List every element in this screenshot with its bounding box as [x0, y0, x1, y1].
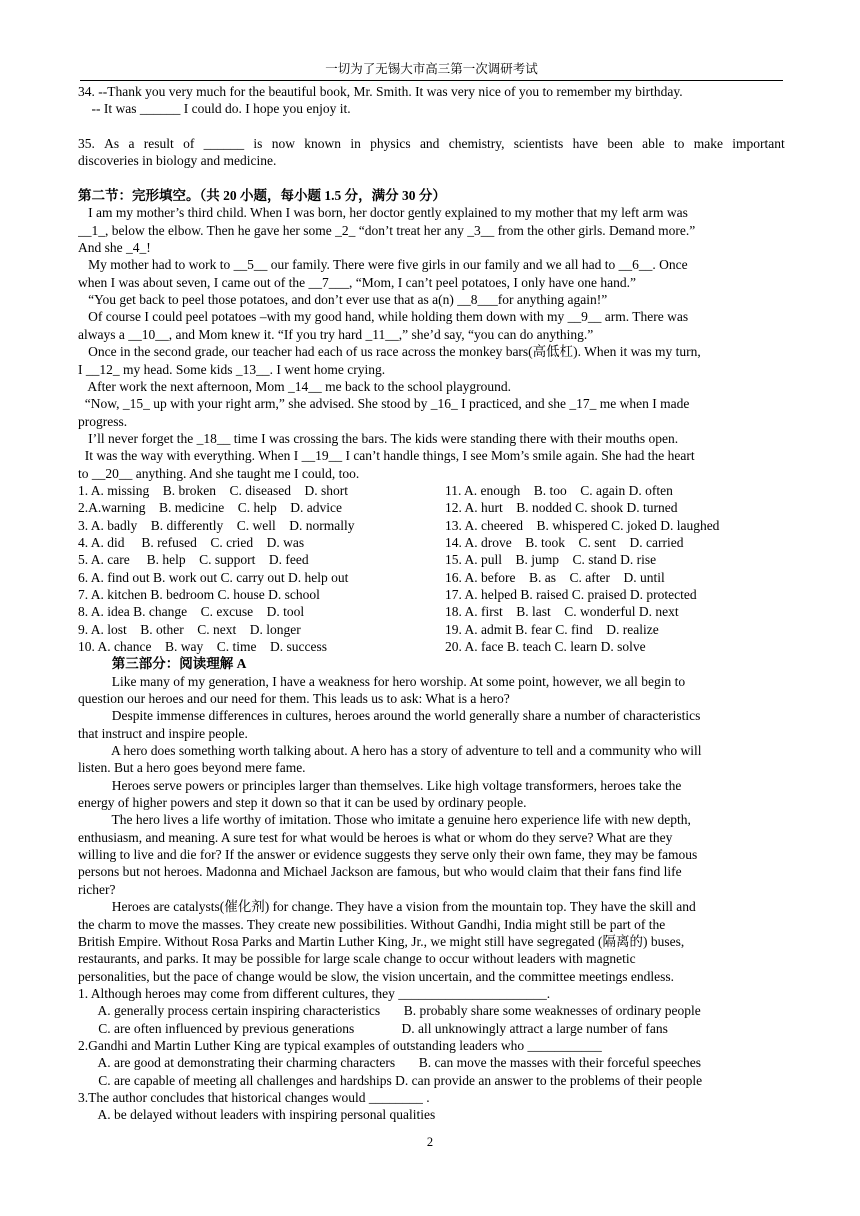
reading-line: A hero does something worth talking about. A hero has a story of adventure to tell and a community who will: [78, 743, 702, 759]
reading-questions: [78, 985, 785, 1124]
reading-line: The hero lives a life worthy of imitation. Those who imitate a genuine hero experience life with new depth,: [78, 812, 691, 828]
reading-line: listen. But a hero goes beyond mere fame.: [78, 760, 306, 776]
q35-stem-word: result: [143, 136, 174, 152]
reading-line: Like many of my generation, I have a weakness for hero worship. At some point, however, we all begin to: [78, 673, 686, 689]
q35-stem-word: ______: [203, 136, 245, 152]
q35-stem-word: have: [572, 136, 599, 152]
cloze-line: “You get back to peel those potatoes, and don’t ever use that as a(n) __8___for anything again!”: [78, 292, 608, 308]
q35-stem: [78, 135, 785, 152]
cloze-option-row: 9. A. lost B. other C. next D. longer: [78, 621, 301, 637]
cloze-option-row: 13. A. cheered B. whispered C. joked D. laughed: [445, 517, 720, 533]
cloze-option-row: 16. A. before B. as C. after D. until: [445, 569, 665, 585]
cloze-option-row: 2.A.warning B. medicine C. help D. advice: [78, 500, 342, 516]
q35-stem-word: been: [607, 136, 633, 152]
cloze-option-row: 5. A. care B. help C. support D. feed: [78, 552, 309, 568]
reading-line: willing to live and die for? If the answer or evidence suggests they serve only their own fame, they may be famous: [78, 847, 698, 863]
q35-stem-word: able: [642, 136, 665, 152]
cloze-line: It was the way with everything. When I __19__ I can’t handle things, I see Mom’s smile again. She had the heart: [78, 448, 695, 464]
q35-stem-word: physics: [370, 136, 411, 152]
q35-stem-continued: discoveries in biology and medicine.: [78, 153, 277, 169]
cloze-option-row: 1. A. missing B. broken C. diseased D. short: [78, 482, 348, 498]
cloze-line: progress.: [78, 413, 128, 429]
page-number: 2: [426, 1135, 434, 1149]
cloze-line: After work the next afternoon, Mom _14__ me back to the school playground.: [78, 378, 512, 394]
q35-stem-word: is: [253, 136, 263, 152]
cloze-line: I __12_ my head. Some kids _13__. I went home crying.: [78, 361, 386, 377]
cloze-option-row: 8. A. idea B. change C. excuse D. tool: [78, 604, 305, 620]
q35-stem-word: scientists: [513, 136, 564, 152]
reading-line: Heroes are catalysts(催化剂) for change. They have a vision from the mountain top. They have the skill and: [78, 899, 696, 915]
cloze-passage: [78, 204, 785, 482]
q35-options: [78, 170, 785, 187]
cloze-option-row: 20. A. face B. teach C. learn D. solve: [445, 639, 646, 654]
q35-stem-word: important: [732, 136, 785, 152]
cloze-line: always a __10__, and Mom knew it. “If you try hard _11__,” she’d say, “you can do anything.”: [78, 326, 594, 342]
cloze-section-title: 第二节：完形填空。（共 20 小题，每小题 1.5 分，满分 30 分）: [78, 188, 446, 204]
cloze-option-row: 14. A. drove B. took C. sent D. carried: [445, 534, 684, 550]
page-header: 一切为了无锡大市高三第一次调研考试: [325, 62, 538, 76]
reading-line: Heroes serve powers or principles larger than themselves. Like high voltage transformers, heroes take the: [78, 777, 682, 793]
question-line: A. generally process certain inspiring characteristics B. probably share some weaknesses of ordinary people: [78, 1003, 701, 1019]
reading-line: personalities, but the pace of change would be slow, the vision uncertain, and the committee meetings endless.: [78, 968, 674, 984]
reading-line: richer?: [78, 881, 116, 897]
cloze-option-row: 4. A. did B. refused C. cried D. was: [78, 534, 305, 550]
question-line: C. are capable of meeting all challenges and hardships D. can provide an answer to the problems of their people: [78, 1072, 703, 1088]
cloze-line: to __20__ anything. And she taught me I could, too.: [78, 465, 360, 481]
reading-line: the charm to move the masses. They create new possibilities. Without Gandhi, India might still be part of the: [78, 916, 666, 932]
question-line: 2.Gandhi and Martin Luther King are typical examples of outstanding leaders who ___________: [78, 1037, 602, 1053]
cloze-option-row: 7. A. kitchen B. bedroom C. house D. school: [78, 586, 320, 602]
q35-stem-word: 35.: [78, 136, 95, 152]
question-line: 3.The author concludes that historical changes would ________ .: [78, 1089, 430, 1105]
q34-stem-continued: -- It was ______ I could do. I hope you enjoy it.: [78, 101, 351, 117]
cloze-line: when I was about seven, I came out of the __7___, “Mom, I can’t peel potatoes, I only have one hand.”: [78, 274, 636, 290]
cloze-line: __1_, below the elbow. Then he gave her some _2_ “don’t treat her any _3__ from the other girls. Demand more.”: [78, 222, 696, 238]
cloze-line: Once in the second grade, our teacher had each of us race across the monkey bars(高低杠). When it was my turn,: [78, 344, 701, 360]
reading-line: Despite immense differences in cultures, heroes around the world generally share a number of characteristics: [78, 708, 701, 724]
reading-line: restaurants, and parks. It may be possible for large scale change to occur without leaders with magnetic: [78, 951, 636, 967]
q35-stem-word: a: [128, 136, 135, 152]
q35-stem-word: in: [350, 136, 361, 152]
reading-passage: [78, 673, 785, 985]
q35-stem-word: to: [673, 136, 685, 152]
q34-options: [78, 118, 785, 135]
reading-section-title: 第三部分：阅读理解 A: [78, 656, 247, 672]
cloze-line: My mother had to work to __5__ our family. There were five girls in our family and we all had to __6__. Once: [78, 257, 688, 273]
page-body: [78, 83, 785, 1124]
cloze-option-row: 12. A. hurt B. nodded C. shook D. turned: [445, 500, 678, 516]
cloze-option-row: 17. A. helped B. raised C. praised D. protected: [445, 586, 697, 602]
cloze-line: Of course I could peel potatoes –with my good hand, while holding them down with my __9__ arm. There was: [78, 309, 689, 325]
cloze-options-right: [445, 482, 785, 655]
q35-stem-word: chemistry,: [448, 136, 505, 152]
cloze-option-row: 15. A. pull B. jump C. stand D. rise: [445, 552, 657, 568]
question-line: A. are good at demonstrating their charming characters B. can move the masses with their forceful speeches: [78, 1055, 702, 1071]
reading-line: that instruct and inspire people.: [78, 725, 248, 741]
cloze-option-row: 6. A. find out B. work out C. carry out D. help out: [78, 569, 349, 585]
question-line: A. be delayed without leaders with inspiring personal qualities: [78, 1107, 436, 1123]
question-line: 1. Although heroes may come from different cultures, they ______________________.: [78, 985, 551, 1001]
question-line: C. are often influenced by previous generations D. all unknowingly attract a large number of fans: [78, 1020, 668, 1036]
header-rule: [80, 80, 783, 81]
reading-line: persons but not heroes. Madonna and Michael Jackson are famous, but who would claim that their fans find life: [78, 864, 682, 880]
cloze-line: And she _4_!: [78, 240, 151, 256]
cloze-line: I’ll never forget the _18__ time I was crossing the bars. The kids were standing there with their mouths open.: [78, 430, 679, 446]
q35-stem-word: of: [183, 136, 195, 152]
q35-stem-word: and: [419, 136, 440, 152]
cloze-line: I am my mother’s third child. When I was born, her doctor gently explained to my mother that my left arm was: [78, 205, 688, 221]
reading-line: British Empire. Without Rosa Parks and Martin Luther King, Jr., we might still have segregated (隔离的) buses,: [78, 933, 685, 949]
cloze-line: “Now, _15_ up with your right arm,” she advised. She stood by _16_ I practiced, and she _17_ me when I made: [78, 396, 690, 412]
q34-stem: 34. --Thank you very much for the beautiful book, Mr. Smith. It was very nice of you to remember my birthday.: [78, 84, 683, 99]
cloze-option-row: 19. A. admit B. fear C. find D. realize: [445, 621, 659, 637]
q35-stem-word: known: [304, 136, 342, 152]
q35-stem-word: As: [104, 136, 120, 152]
q35-stem-word: now: [271, 136, 295, 152]
cloze-option-row: 18. A. first B. last C. wonderful D. next: [445, 604, 679, 620]
cloze-option-row: 11. A. enough B. too C. again D. often: [445, 482, 673, 498]
reading-line: energy of higher powers and step it down so that it can be used by ordinary people.: [78, 795, 527, 811]
cloze-options-left: [78, 482, 445, 655]
q35-stem-word: make: [693, 136, 723, 152]
cloze-option-row: 3. A. badly B. differently C. well D. normally: [78, 517, 355, 533]
cloze-option-row: 10. A. chance B. way C. time D. success: [78, 639, 327, 654]
cloze-options: [78, 482, 785, 655]
reading-line: question our heroes and our need for them. This leads us to ask: What is a hero?: [78, 691, 510, 707]
reading-line: enthusiasm, and meaning. A sure test for what would be heroes is what or whom do they serve? What are they: [78, 829, 673, 845]
